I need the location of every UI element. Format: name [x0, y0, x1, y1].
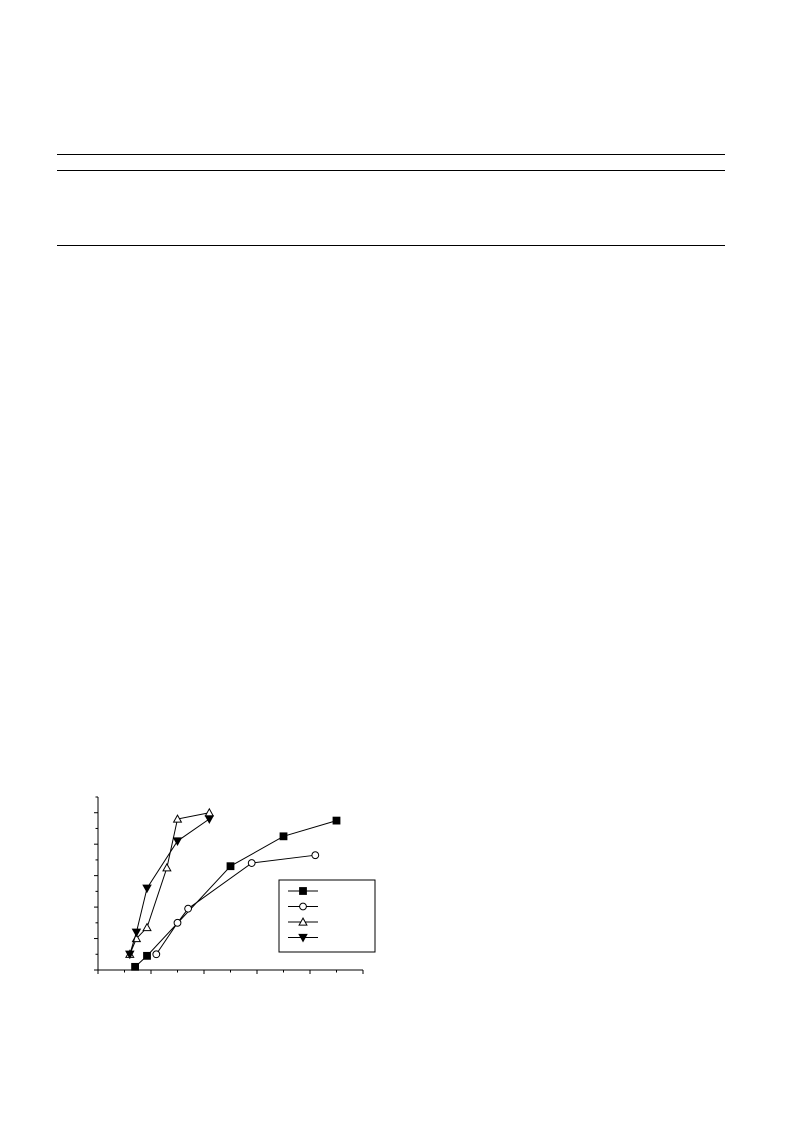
legend-marker-1: [300, 888, 307, 895]
legend-marker-2: [300, 903, 307, 910]
chart-legend: [279, 880, 375, 952]
series-2-point: [153, 951, 160, 958]
series-2-point: [174, 919, 181, 926]
series-3-line: [130, 813, 210, 955]
series-3-point: [205, 809, 213, 816]
series-2-point: [248, 860, 255, 867]
series-4-point: [205, 816, 213, 823]
series-4-point: [143, 885, 151, 892]
series-1-point: [144, 952, 151, 959]
series-3-point: [143, 924, 151, 931]
series-1-point: [333, 817, 340, 824]
series-2-point: [185, 905, 192, 912]
series-1-point: [132, 963, 139, 970]
series-2-point: [312, 852, 319, 859]
series-3-point: [163, 864, 171, 871]
series-1-point: [227, 863, 234, 870]
series-1-point: [280, 833, 287, 840]
series-4-point: [174, 838, 182, 845]
